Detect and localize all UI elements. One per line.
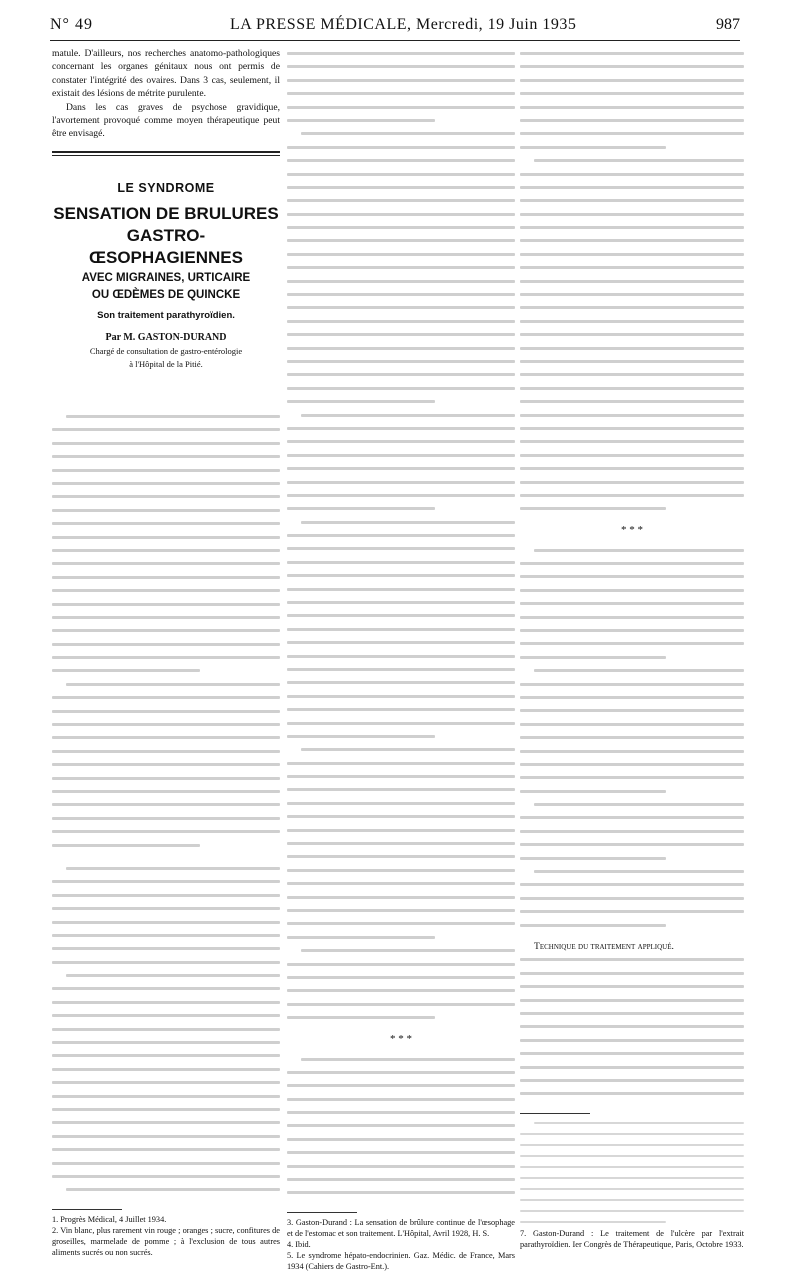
footnote-5: 5. Le syndrome hépato-endocrinien. Gaz. Médic. de France, Mars 1934 (Cahiers de Gastro-Ent.).: [287, 1250, 515, 1271]
column-3: [520, 47, 744, 1250]
title-line-1: SENSATION DE BRULURES: [53, 204, 279, 224]
section-separator-stars: * * *: [390, 1032, 412, 1045]
technique-heading: Technique du traitement appliqué.: [534, 941, 674, 952]
body-text-col2-b: [287, 1053, 515, 1200]
journal-title: LA PRESSE MÉDICALE, Mercredi, 19 Juin 1935: [230, 16, 577, 33]
body-text-col1-a: [52, 410, 280, 852]
title-kicker: LE SYNDROME: [117, 180, 215, 195]
paragraph-technique-lead: [520, 940, 744, 953]
paragraph-intro-1: matule. D'ailleurs, nos recherches anatomo-pathologiques concernant les organes génitaux nous ont permis de constater l'intégrité des ovaires. Dans 3 cas, seulement, il existait des lésions de métrite purulente.: [52, 48, 280, 100]
divider-thick: [52, 151, 280, 153]
footnote-1: 1. Progrès Médical, 4 Juillet 1934.: [52, 1214, 167, 1224]
paragraph-intro-2: Dans les cas graves de psychose gravidique, l'avortement provoqué comme moyen thérapeutique peut être envisagé.: [52, 101, 280, 140]
body-text-col3-a: [520, 47, 744, 516]
issue-number: N° 49: [50, 16, 93, 33]
body-text-col2-a: [287, 47, 515, 1025]
author-affiliation-1: Chargé de consultation de gastro-entérologie: [89, 346, 243, 357]
author-affiliation-2: à l'Hôpital de la Pitié.: [129, 359, 203, 370]
article-subtitle: Son traitement parathyroïdien.: [97, 310, 235, 322]
header-rule: [50, 40, 740, 41]
footnote-7: 7. Gaston-Durand : Le traitement de l'ulcère par l'extrait parathyroïdien. Ier Congrès de Thérapeutique, Paris, Octobre 1933.: [520, 1228, 744, 1249]
footnote-6: [520, 1118, 744, 1228]
body-text-col3-b: [520, 544, 744, 932]
footnote-rule: [287, 1212, 357, 1213]
page-number: 987: [716, 16, 740, 33]
section-separator-stars: * * *: [621, 523, 643, 536]
divider-thin: [52, 155, 280, 156]
column-2: [287, 47, 515, 1272]
article-author: Par M. GASTON-DURAND: [105, 331, 227, 343]
body-text-col1-b: [52, 862, 280, 1197]
footnote-rule: [520, 1113, 590, 1114]
footnote-4: 4. Ibid.: [287, 1239, 311, 1249]
column-1: [52, 47, 280, 1258]
title-line-4: OU ŒDÈMES DE QUINCKE: [91, 289, 241, 302]
page-header: [50, 16, 740, 40]
footnote-3: 3. Gaston-Durand : La sensation de brûlure continue de l'œsophage et de l'estomac et son traitement. L'Hôpital, Avril 1928, H. S.: [287, 1217, 515, 1238]
title-line-2: GASTRO-ŒSOPHAGIENNES: [89, 226, 243, 268]
footnote-rule: [52, 1209, 122, 1210]
article-title-block: [52, 182, 280, 370]
body-text-col3-c: [520, 953, 744, 1100]
footnote-2: 2. Vin blanc, plus rarement vin rouge ; oranges ; sucre, confitures de groseilles, marmelade de pomme ; à l'exclusion de tous autres aliments sucrés ou non sucrés.: [52, 1225, 280, 1257]
title-line-3: AVEC MIGRAINES, URTICAIRE: [81, 272, 251, 285]
